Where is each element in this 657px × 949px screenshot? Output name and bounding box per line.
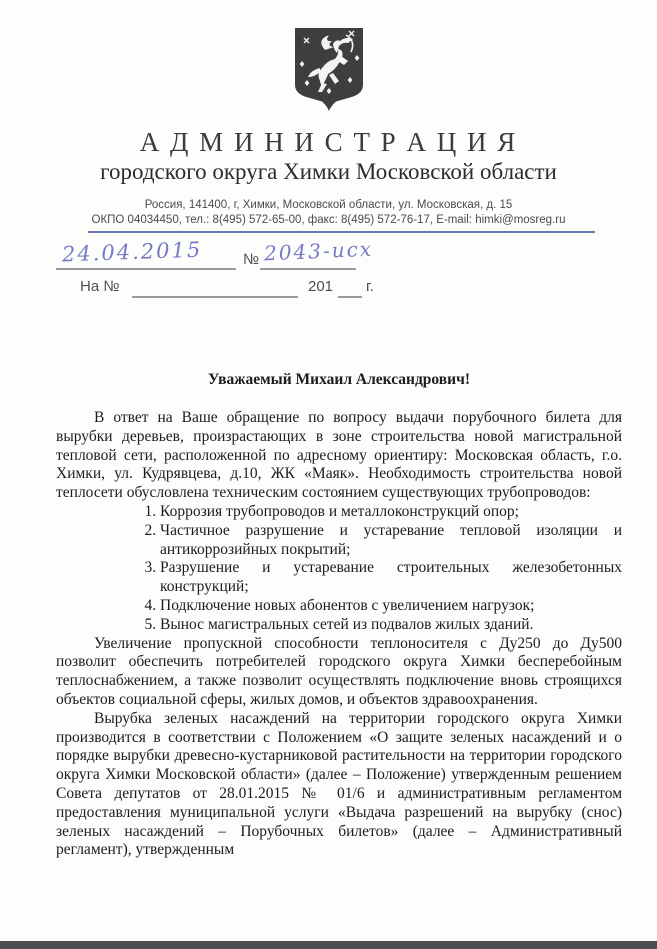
org-name-primary: А Д М И Н И С Т Р А Ц И Я — [139, 127, 518, 157]
list-item: 4. Подключение новых абонентов с увеличением нагрузок; — [160, 597, 622, 616]
body-paragraph-1: В ответ на Ваше обращение по вопросу выдачи порубочного билета для вырубки деревьев, произрастающих в зоне строительства новой магистральной тепловой сети, расположенной по адресному ориентиру: Московская область, г.о. Химки, ул. Кудрявцева, д.10, ЖК «Маяк». Необходимость строительства новой теплосети обусловлена техническим состоянием существующих трубопроводов: — [56, 409, 622, 502]
org-phone-email-line: ОКПО 04034450, тел.: 8(495) 572-65-00, факс: 8(495) 572-76-17, E-mail: himki@mosreg.ru — [91, 213, 566, 226]
reply-number-label: На № — [80, 278, 120, 295]
list-item: 2. Частичное разрушение и устаревание тепловой изоляции и антикоррозийных покрытий; — [160, 522, 622, 560]
scan-edge — [0, 941, 657, 949]
reply-year-prefix: 201 — [308, 278, 334, 295]
numbered-list — [56, 503, 622, 635]
reply-year-suffix: г. — [366, 278, 374, 295]
date-underline — [56, 268, 236, 270]
letterhead-divider — [88, 231, 595, 233]
outgoing-number-label: № — [243, 251, 260, 268]
outgoing-number-handwritten: 2043-исх — [263, 236, 374, 266]
org-address-line: Россия, 141400, г, Химки, Московской области, ул. Московская, д. 15 — [144, 199, 513, 211]
org-name-secondary: городского округа Химки Московской области — [100, 159, 557, 184]
reply-year-underline — [338, 296, 362, 298]
list-item: 1. Коррозия трубопроводов и металлоконструкций опор; — [160, 503, 622, 522]
salutation: Уважаемый Михаил Александрович! — [207, 371, 470, 388]
letter-body — [56, 409, 622, 860]
list-item: 3. Разрушение и устаревание строительных железобетонных конструкций; — [160, 559, 622, 597]
org-contact-block — [0, 198, 657, 227]
number-underline — [260, 268, 356, 270]
khimki-coat-of-arms-icon — [289, 25, 369, 118]
body-paragraph-2: Увеличение пропускной способности теплоносителя с Ду250 до Ду500 позволит обеспечить потребителей городского округа Химки бесперебойным теплоснабжением, а также позволит осуществлять подключение вновь строящихся объектов социальной сферы, жилых домов, и объектов здравоохранения. — [56, 634, 622, 708]
list-item: 5. Вынос магистральных сетей из подвалов жилых зданий. — [160, 616, 622, 635]
body-paragraph-3: Вырубка зеленых насаждений на территории городского округа Химки производится в соответствии с Положением «О защите зеленых насаждений и о порядке вырубки древесно-кустарниковой растительности на территории городского округа Химки Московской области» (далее – Положение) утвержденным решением Совета депутатов от 28.01.2015 № 01/6 и административным регламентом предоставления муниципальной услуги «Выдача разрешений на вырубку (снос) зеленых насаждений – Порубочных билетов» (далее – Административный регламент), утвержденным — [56, 709, 622, 859]
reply-number-underline — [132, 296, 298, 298]
outgoing-date-handwritten: 24.04.2015 — [61, 237, 203, 267]
